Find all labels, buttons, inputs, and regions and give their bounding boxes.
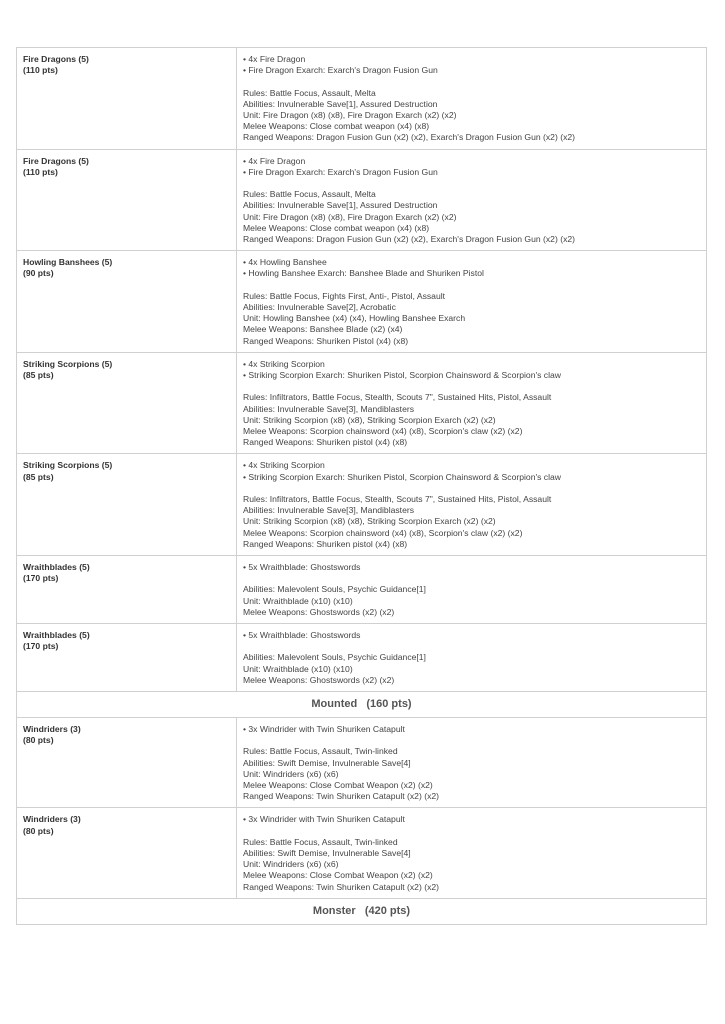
- detail-line: Rules: Battle Focus, Assault, Twin-linked: [243, 746, 398, 757]
- detail-line: Melee Weapons: Close Combat Weapon (x2) (x2): [243, 870, 433, 881]
- spacer: [243, 573, 699, 584]
- composition-line: • 5x Wraithblade: Ghostswords: [243, 630, 361, 641]
- unit-name: Fire Dragons (5): [23, 54, 89, 64]
- unit-points: (90 pts): [23, 268, 54, 279]
- unit-name: Wraithblades (5): [23, 562, 90, 573]
- detail-line: Abilities: Malevolent Souls, Psychic Guidance[1]: [243, 652, 426, 663]
- composition-line: • Striking Scorpion Exarch: Shuriken Pistol, Scorpion Chainsword & Scorpion's claw: [243, 471, 561, 482]
- mounted-units: [17, 718, 707, 899]
- unit-row: [17, 454, 707, 556]
- composition-line: • 4x Fire Dragon: [243, 54, 306, 64]
- detail-line: Rules: Battle Focus, Assault, Twin-linked: [243, 836, 398, 847]
- composition-line: • 4x Howling Banshee: [243, 257, 327, 268]
- unit-name-cell: [17, 624, 237, 692]
- spacer: [243, 76, 699, 87]
- detail-line: Melee Weapons: Scorpion chainsword (x4) (x8), Scorpion's claw (x2) (x2): [243, 527, 523, 538]
- detail-line: Ranged Weapons: Dragon Fusion Gun (x2) (x2), Exarch's Dragon Fusion Gun (x2) (x2): [243, 234, 576, 245]
- unit-detail-cell: [237, 352, 707, 454]
- unit-row: [17, 718, 707, 808]
- unit-name-cell: [17, 718, 237, 808]
- detail-line: Abilities: Swift Demise, Invulnerable Save[4]: [243, 757, 411, 768]
- detail-line: Melee Weapons: Banshee Blade (x2) (x4): [243, 324, 403, 335]
- detail-line: Rules: Battle Focus, Assault, Melta: [243, 87, 376, 98]
- roster-sheet: [16, 47, 707, 925]
- unit-name-cell: [17, 48, 237, 150]
- detail-line: Melee Weapons: Close Combat Weapon (x2) (x2): [243, 780, 433, 791]
- unit-name: Striking Scorpions (5): [23, 460, 113, 471]
- unit-name-cell: [17, 808, 237, 898]
- unit-name: Howling Banshees (5): [23, 257, 113, 268]
- detail-line: Ranged Weapons: Twin Shuriken Catapult (x2) (x2): [243, 881, 440, 892]
- spacer: [243, 826, 699, 837]
- detail-line: Rules: Infiltrators, Battle Focus, Stealth, Scouts 7", Sustained Hits, Pistol, Assault: [243, 392, 552, 403]
- unit-row: [17, 808, 707, 898]
- detail-line: Rules: Battle Focus, Fights First, Anti-, Pistol, Assault: [243, 290, 446, 301]
- composition-line: • 4x Striking Scorpion: [243, 358, 325, 369]
- unit-name: Fire Dragons (5): [23, 155, 89, 166]
- roster-table: [16, 47, 707, 925]
- unit-name-cell: [17, 352, 237, 454]
- unit-points: (110 pts): [23, 65, 58, 76]
- detail-line: Abilities: Invulnerable Save[2], Acrobatic: [243, 302, 396, 313]
- spacer: [243, 280, 699, 291]
- detail-line: Melee Weapons: Close combat weapon (x4) (x8): [243, 222, 430, 233]
- unit-points: (110 pts): [23, 166, 58, 177]
- detail-line: Abilities: Malevolent Souls, Psychic Guidance[1]: [243, 584, 426, 595]
- unit-points: (170 pts): [23, 573, 59, 584]
- unit-row: [17, 251, 707, 353]
- detail-line: Melee Weapons: Ghostswords (x2) (x2): [243, 606, 395, 617]
- unit-name: Windriders (3): [23, 814, 81, 825]
- unit-detail-cell: [237, 718, 707, 808]
- unit-detail-cell: [237, 149, 707, 251]
- detail-line: Ranged Weapons: Dragon Fusion Gun (x2) (x2), Exarch's Dragon Fusion Gun (x2) (x2): [243, 132, 576, 143]
- unit-detail-cell: [237, 454, 707, 556]
- detail-line: Ranged Weapons: Twin Shuriken Catapult (x2) (x2): [243, 791, 440, 802]
- detail-line: Abilities: Invulnerable Save[1], Assured Destruction: [243, 98, 438, 109]
- detail-line: Unit: Fire Dragon (x8) (x8), Fire Dragon Exarch (x2) (x2): [243, 110, 457, 120]
- composition-line: • 4x Striking Scorpion: [243, 460, 325, 471]
- section-header-row: [17, 692, 707, 718]
- spacer: [243, 178, 699, 189]
- detail-line: Unit: Wraithblade (x10) (x10): [243, 595, 353, 606]
- detail-line: Unit: Windriders (x6) (x6): [243, 768, 339, 779]
- composition-line: • 3x Windrider with Twin Shuriken Catapult: [243, 814, 405, 825]
- unit-name-cell: [17, 556, 237, 624]
- unit-row: [17, 624, 707, 692]
- unit-row: [17, 48, 707, 150]
- detail-line: Unit: Striking Scorpion (x8) (x8), Striking Scorpion Exarch (x2) (x2): [243, 414, 496, 425]
- detail-line: Unit: Striking Scorpion (x8) (x8), Striking Scorpion Exarch (x2) (x2): [243, 516, 496, 527]
- unit-detail-cell: [237, 808, 707, 898]
- composition-line: • 3x Windrider with Twin Shuriken Catapult: [243, 724, 405, 735]
- spacer: [243, 641, 699, 652]
- spacer: [243, 483, 699, 494]
- mounted-section: [17, 692, 707, 718]
- detail-line: Melee Weapons: Ghostswords (x2) (x2): [243, 674, 395, 685]
- detail-line: Unit: Howling Banshee (x4) (x4), Howling Banshee Exarch: [243, 313, 466, 324]
- composition-line: • 4x Fire Dragon: [243, 155, 306, 166]
- unit-points: (85 pts): [23, 370, 54, 381]
- composition-line: • Fire Dragon Exarch: Exarch's Dragon Fusion Gun: [243, 166, 438, 177]
- unit-name-cell: [17, 454, 237, 556]
- detail-line: Abilities: Invulnerable Save[3], Mandiblasters: [243, 403, 415, 414]
- composition-line: • Striking Scorpion Exarch: Shuriken Pistol, Scorpion Chainsword & Scorpion's claw: [243, 370, 561, 381]
- detail-line: Abilities: Swift Demise, Invulnerable Save[4]: [243, 848, 411, 859]
- detail-line: Abilities: Invulnerable Save[1], Assured Destruction: [243, 200, 438, 211]
- detail-line: Rules: Infiltrators, Battle Focus, Stealth, Scouts 7", Sustained Hits, Pistol, Assault: [243, 494, 552, 505]
- composition-line: • 5x Wraithblade: Ghostswords: [243, 562, 361, 573]
- unit-name-cell: [17, 251, 237, 353]
- detail-line: Ranged Weapons: Shuriken Pistol (x4) (x8): [243, 335, 409, 346]
- unit-points: (85 pts): [23, 471, 54, 482]
- section-title-monster: Monster (420 pts): [17, 898, 707, 924]
- detail-line: Melee Weapons: Close combat weapon (x4) (x8): [243, 121, 430, 132]
- detail-line: Abilities: Invulnerable Save[3], Mandiblasters: [243, 505, 415, 516]
- monster-section: [17, 898, 707, 924]
- unit-points: (80 pts): [23, 825, 54, 836]
- unit-row: [17, 149, 707, 251]
- section-title-mounted: Mounted (160 pts): [17, 692, 707, 718]
- unit-points: (80 pts): [23, 735, 54, 746]
- unit-row: [17, 352, 707, 454]
- unit-detail-cell: [237, 251, 707, 353]
- unit-row: [17, 556, 707, 624]
- unit-detail-cell: [237, 624, 707, 692]
- infantry-units: [17, 48, 707, 692]
- detail-line: Ranged Weapons: Shuriken pistol (x4) (x8): [243, 538, 408, 549]
- unit-detail-cell: [237, 556, 707, 624]
- unit-name: Windriders (3): [23, 724, 81, 735]
- spacer: [243, 735, 699, 746]
- section-header-row: [17, 898, 707, 924]
- detail-line: Ranged Weapons: Shuriken pistol (x4) (x8): [243, 437, 408, 448]
- unit-points: (170 pts): [23, 641, 59, 652]
- detail-line: Unit: Wraithblade (x10) (x10): [243, 663, 353, 674]
- unit-name: Striking Scorpions (5): [23, 358, 113, 369]
- unit-name: Wraithblades (5): [23, 630, 90, 641]
- detail-line: Melee Weapons: Scorpion chainsword (x4) (x8), Scorpion's claw (x2) (x2): [243, 426, 523, 437]
- unit-name-cell: [17, 149, 237, 251]
- spacer: [243, 381, 699, 392]
- composition-line: • Fire Dragon Exarch: Exarch's Dragon Fusion Gun: [243, 65, 438, 76]
- detail-line: Unit: Windriders (x6) (x6): [243, 859, 339, 870]
- unit-detail-cell: [237, 48, 707, 150]
- detail-line: Unit: Fire Dragon (x8) (x8), Fire Dragon Exarch (x2) (x2): [243, 211, 457, 222]
- detail-line: Rules: Battle Focus, Assault, Melta: [243, 189, 376, 200]
- composition-line: • Howling Banshee Exarch: Banshee Blade and Shuriken Pistol: [243, 268, 484, 279]
